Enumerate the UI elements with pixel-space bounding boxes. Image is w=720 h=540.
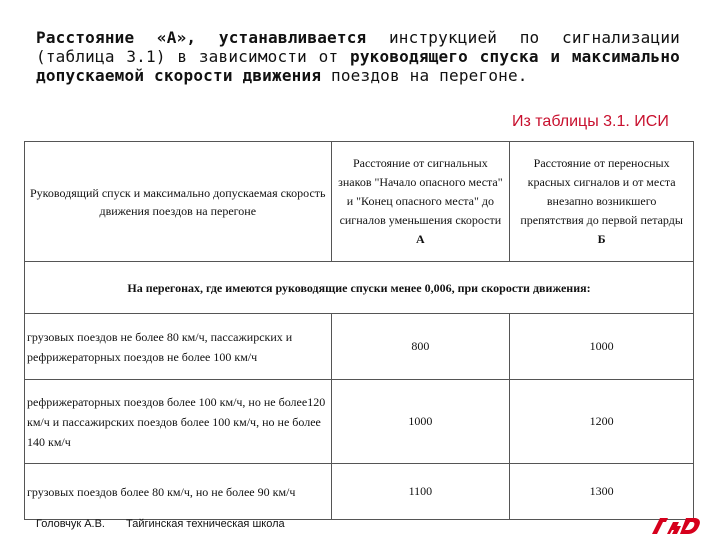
header-col-b-text: Расстояние от переносных красных сигналов и от места внезапно возникшего препятствия до первой петарды	[520, 156, 683, 227]
value-b: 1000	[510, 314, 694, 380]
section-label: На перегонах, где имеются руководящие спуски менее 0,006, при скорости движения:	[25, 262, 694, 314]
intro-paragraph	[36, 28, 680, 85]
header-col-a	[331, 142, 510, 262]
value-b: 1300	[510, 464, 694, 520]
row-description: рефрижераторных поездов более 100 км/ч, но не более120 км/ч и пассажирских поездов более 100 км/ч, но не более 140 км/ч	[25, 380, 332, 464]
table-row	[25, 380, 694, 464]
section-row	[25, 262, 694, 314]
header-col-a-letter: А	[416, 232, 425, 246]
table-row	[25, 464, 694, 520]
footer-author: Головчук А.В.	[36, 518, 105, 530]
intro-text-1: инструкцией по сигнализации (таблица 3.1) в зависимости от	[36, 28, 680, 66]
row-description: грузовых поездов более 80 км/ч, но не более 90 км/ч	[25, 464, 332, 520]
source-note: Из таблицы 3.1. ИСИ	[512, 113, 669, 130]
value-b: 1200	[510, 380, 694, 464]
footer-school: Тайгинская техническая школа	[126, 518, 285, 530]
rzd-logo	[648, 512, 704, 538]
value-a: 1100	[331, 464, 510, 520]
value-a: 1000	[331, 380, 510, 464]
header-col-b	[510, 142, 694, 262]
value-a: 800	[331, 314, 510, 380]
signal-distance-table	[24, 141, 694, 520]
table-header-row	[25, 142, 694, 262]
row-description: грузовых поездов не более 80 км/ч, пассажирских и рефрижераторных поездов не более 100 км/ч	[25, 314, 332, 380]
header-col-a-text: Расстояние от сигнальных знаков "Начало опасного места" и "Конец опасного места" до сигналов уменьшения скорости	[338, 156, 503, 227]
intro-bold-1: Расстояние «А», устанавливается	[36, 28, 367, 47]
header-col-b-letter: Б	[597, 232, 606, 246]
header-lead: Руководящий спуск и максимально допускаемая скорость движения поездов на перегоне	[25, 142, 332, 262]
intro-bold-2: руководящего спуска и максимально допускаемой скорости движения	[36, 47, 680, 85]
table-row	[25, 314, 694, 380]
intro-text-2: поездов на перегоне.	[321, 66, 528, 85]
